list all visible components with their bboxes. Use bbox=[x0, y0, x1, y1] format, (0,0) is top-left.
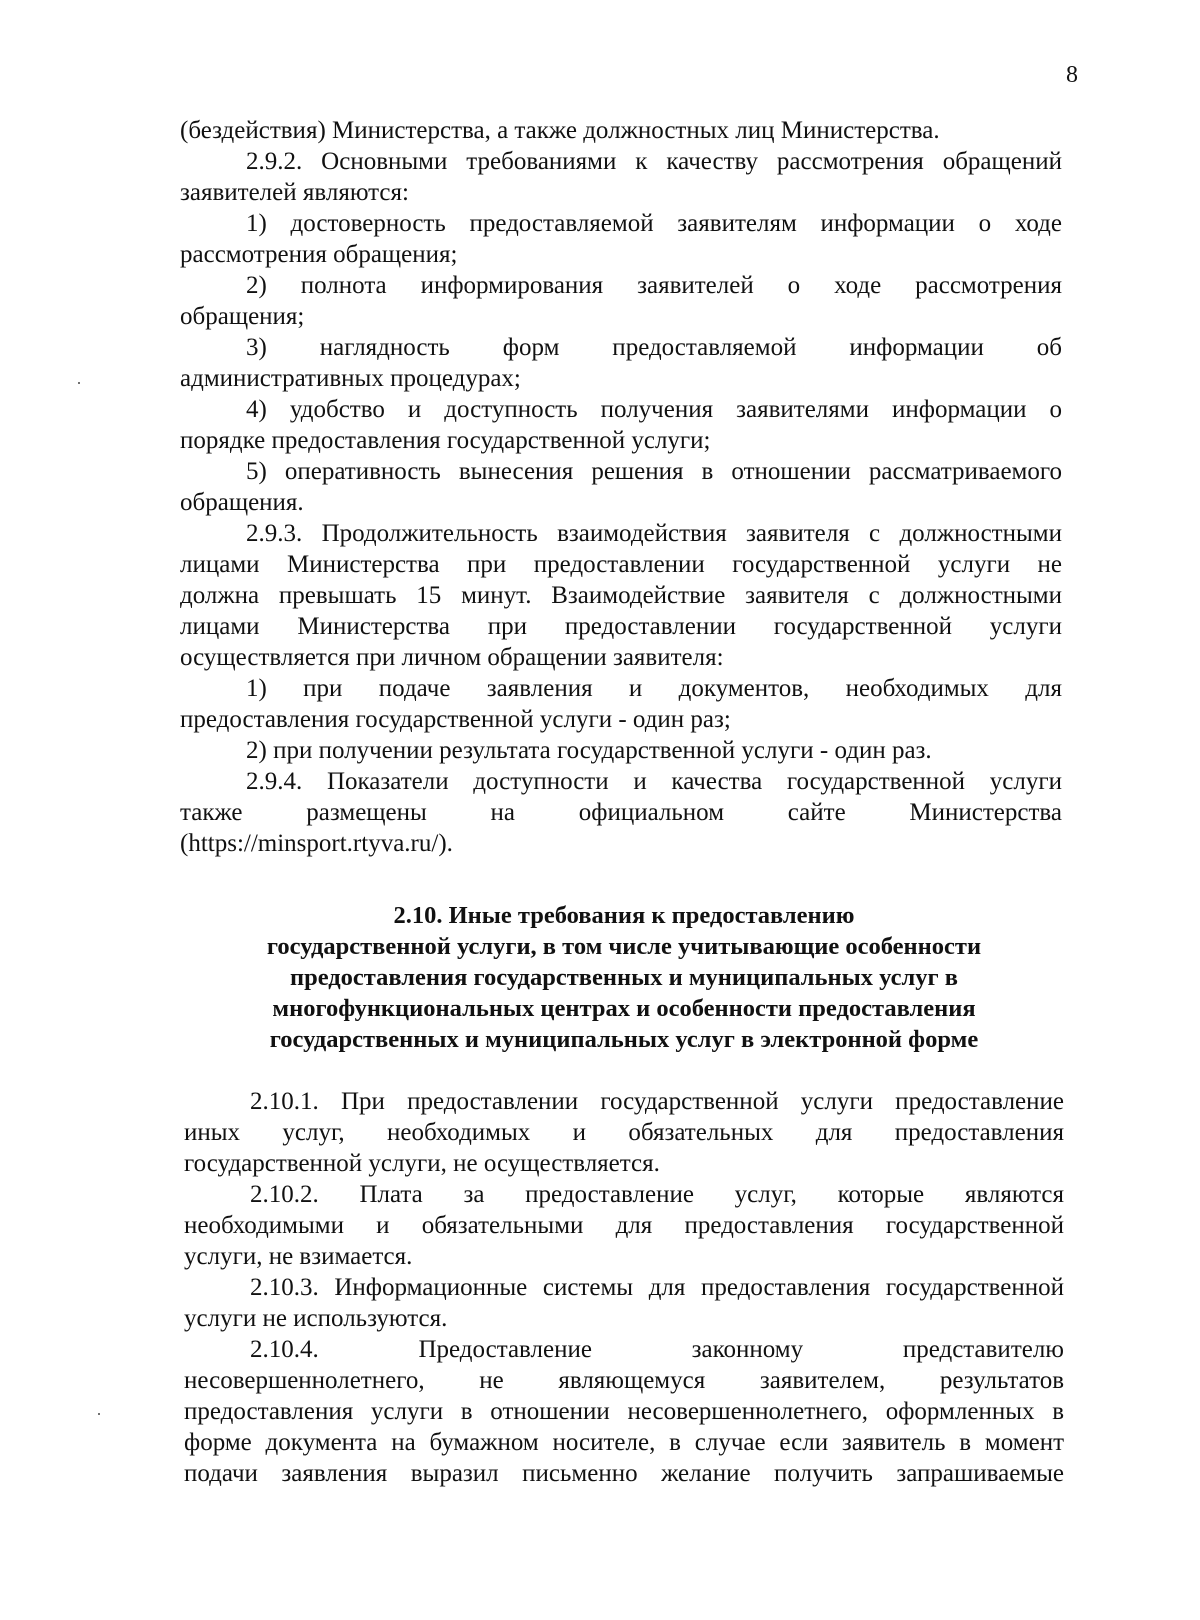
heading-line: государственных и муниципальных услуг в электронной форме bbox=[269, 1026, 979, 1053]
text-line: 4) удобство и доступность получения заявителями информации о bbox=[246, 396, 1062, 423]
text-line: 2) при получении результата государственной услуги - один раз. bbox=[246, 737, 932, 764]
heading-line: предоставления государственных и муниципальных услуг в bbox=[290, 964, 958, 991]
text-line: 1) достоверность предоставляемой заявителям информации о ходе bbox=[246, 210, 1062, 237]
text-line: 5) оперативность вынесения решения в отношении рассматриваемого bbox=[246, 458, 1062, 485]
text-line: 2.9.2. Основными требованиями к качеству рассмотрения обращений bbox=[246, 148, 1062, 175]
text-line: лицами Министерства при предоставлении государственной услуги bbox=[180, 613, 1062, 640]
text-line: 2) полнота информирования заявителей о ходе рассмотрения bbox=[246, 272, 1062, 299]
heading-line: государственной услуги, в том числе учитывающие особенности bbox=[266, 933, 982, 960]
scan-speck bbox=[78, 382, 80, 384]
text-line: предоставления государственной услуги - один раз; bbox=[180, 706, 731, 733]
text-line: лицами Министерства при предоставлении государственной услуги не bbox=[180, 551, 1062, 578]
heading-line: многофункциональных центрах и особенности предоставления bbox=[272, 995, 976, 1022]
page-number: 8 bbox=[1066, 62, 1078, 88]
text-line: осуществляется при личном обращении заявителя: bbox=[180, 644, 724, 671]
text-line: 2.10.2. Плата за предоставление услуг, которые являются bbox=[250, 1181, 1064, 1208]
scan-speck bbox=[98, 1413, 100, 1415]
text-line: обращения. bbox=[180, 489, 304, 516]
text-line: 2.9.4. Показатели доступности и качества государственной услуги bbox=[246, 768, 1062, 795]
text-line: рассмотрения обращения; bbox=[180, 241, 458, 268]
text-line: предоставления услуги в отношении несовершеннолетнего, оформленных в bbox=[184, 1398, 1064, 1425]
text-line: подачи заявления выразил письменно желание получить запрашиваемые bbox=[184, 1460, 1064, 1487]
text-line: 2.10.3. Информационные системы для предоставления государственной bbox=[250, 1274, 1064, 1301]
text-line: заявителей являются: bbox=[180, 179, 409, 206]
text-line: (бездействия) Министерства, а также должностных лиц Министерства. bbox=[180, 117, 940, 144]
text-line: форме документа на бумажном носителе, в случае если заявитель в момент bbox=[184, 1429, 1064, 1456]
text-line: 2.10.4. Предоставление законному представителю bbox=[250, 1336, 1064, 1363]
text-line: услуги, не взимается. bbox=[184, 1243, 413, 1270]
text-line: государственной услуги, не осуществляется. bbox=[184, 1150, 660, 1177]
text-line: несовершеннолетнего, не являющемуся заявителем, результатов bbox=[184, 1367, 1064, 1394]
text-line: должна превышать 15 минут. Взаимодействие заявителя с должностными bbox=[180, 582, 1062, 609]
text-line: обращения; bbox=[180, 303, 305, 330]
text-line: 2.9.3. Продолжительность взаимодействия заявителя с должностными bbox=[246, 520, 1062, 547]
text-line: также размещены на официальном сайте Министерства bbox=[180, 799, 1062, 826]
text-line: услуги не используются. bbox=[184, 1305, 448, 1332]
text-line: порядке предоставления государственной услуги; bbox=[180, 427, 711, 454]
text-line: (https://minsport.rtyva.ru/). bbox=[180, 830, 453, 857]
heading-line: 2.10. Иные требования к предоставлению bbox=[393, 902, 855, 929]
text-line: 1) при подаче заявления и документов, необходимых для bbox=[246, 675, 1062, 702]
text-line: 2.10.1. При предоставлении государственной услуги предоставление bbox=[250, 1088, 1064, 1115]
text-line: иных услуг, необходимых и обязательных для предоставления bbox=[184, 1119, 1064, 1146]
text-line: 3) наглядность форм предоставляемой информации об bbox=[246, 334, 1062, 361]
text-line: административных процедурах; bbox=[180, 365, 521, 392]
text-line: необходимыми и обязательными для предоставления государственной bbox=[184, 1212, 1064, 1239]
